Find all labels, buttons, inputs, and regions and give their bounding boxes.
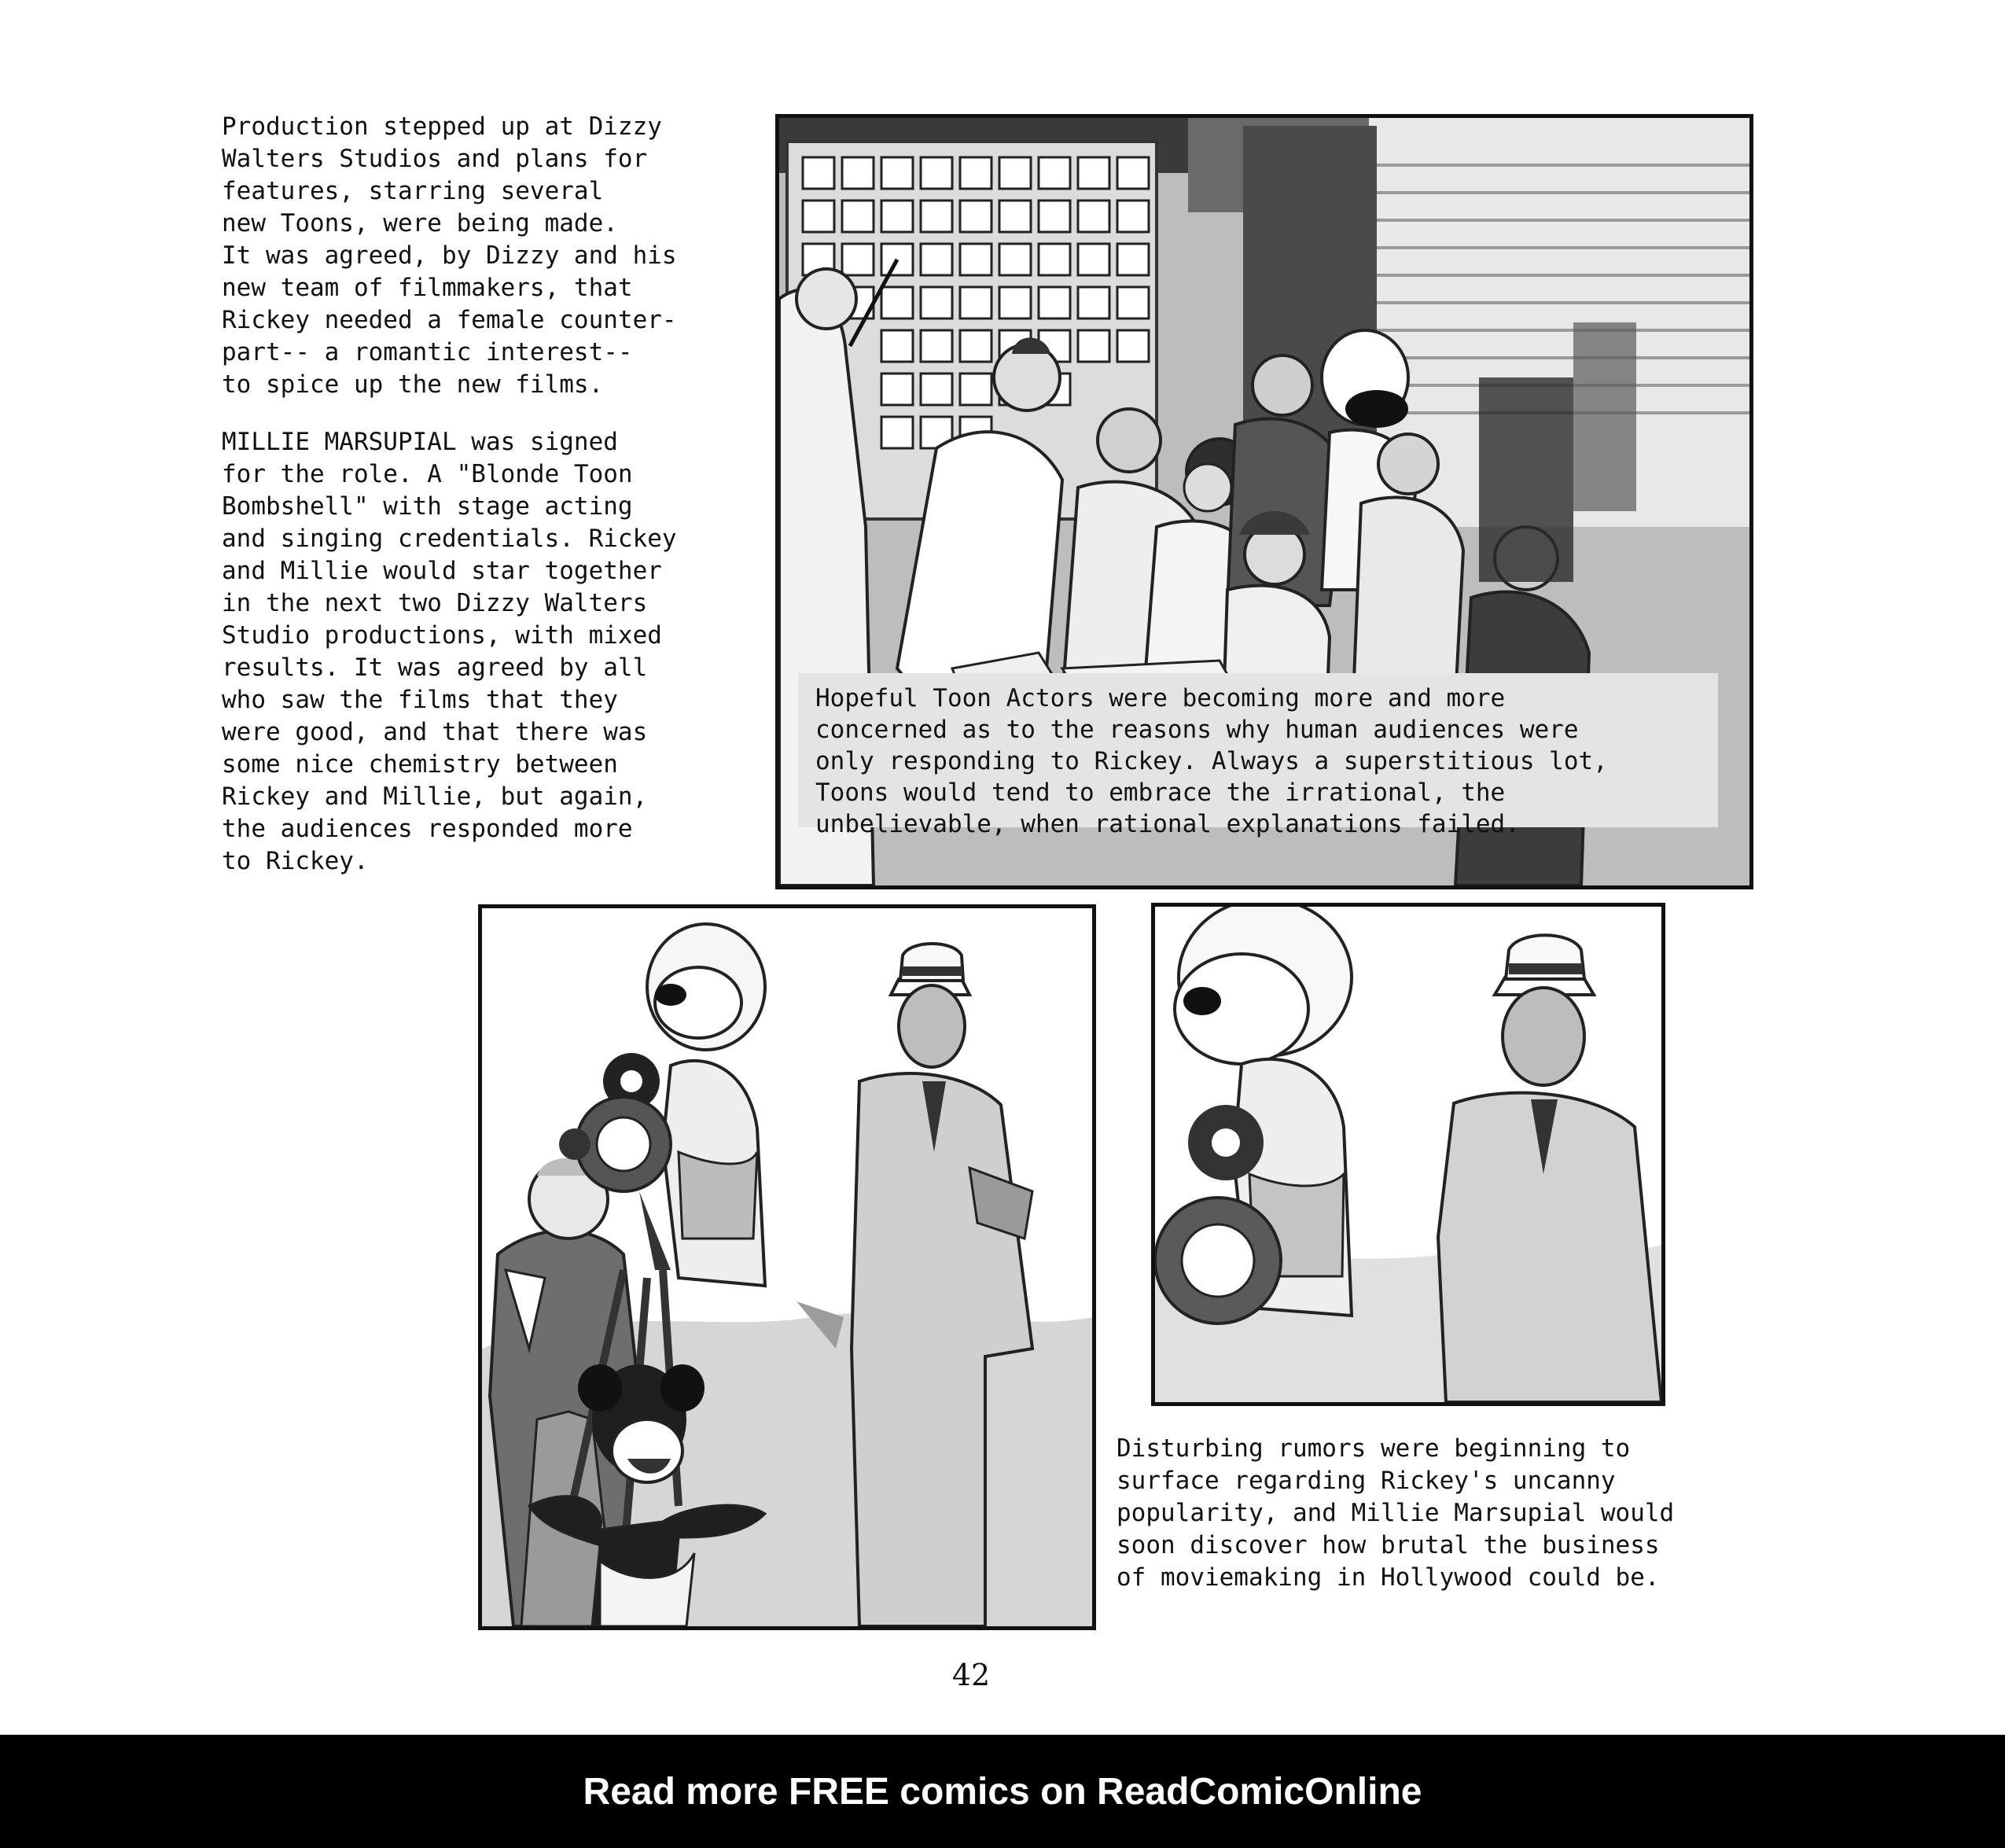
promo-banner-text[interactable]: Read more FREE comics on ReadComicOnline <box>583 1770 1422 1813</box>
panel-millie-closeup <box>1151 903 1665 1406</box>
intro-narration <box>222 111 756 878</box>
page-number: 42 <box>951 1658 991 1692</box>
intro-paragraph-2: MILLIE MARSUPIAL was signed for the role. A "Blonde Toon Bombshell" with stage acting and singing credentials. Rickey and Millie would star together in the next two Dizzy Walters Studio productions, with mixed results. It was agreed by all who saw the films that they were good, and that there was some nice chemistry between Rickey and Millie, but again, the audiences responded more to Rickey. <box>222 428 677 875</box>
photo-op-illustration <box>482 908 1092 1626</box>
rumors-paragraph: Disturbing rumors were beginning to surface regarding Rickey's uncanny popularity, and Millie Marsupial would soon discover how brutal the business of moviemaking in Hollywood could be. <box>1117 1434 1675 1592</box>
panel-storyboard-meeting <box>775 114 1753 889</box>
promo-banner[interactable] <box>0 1735 2005 1848</box>
rumors-narration <box>1117 1433 1793 1594</box>
intro-paragraph-1: Production stepped up at Dizzy Walters Studios and plans for features, starring several new Toons, were being made. It was agreed, by Dizzy and his new team of filmmakers, that Rickey needed a female counter- part-- a romantic interest-- to spice up the new films. <box>222 112 677 399</box>
millie-closeup-illustration <box>1155 907 1661 1402</box>
panel-top-caption: Hopeful Toon Actors were becoming more and more concerned as to the reasons why human audiences were only responding to Rickey. Always a superstitious lot, Toons would tend to embrace the irrational, the unbelievable, when rational explanations failed. <box>798 673 1718 827</box>
panel-photo-op-full <box>478 904 1096 1630</box>
